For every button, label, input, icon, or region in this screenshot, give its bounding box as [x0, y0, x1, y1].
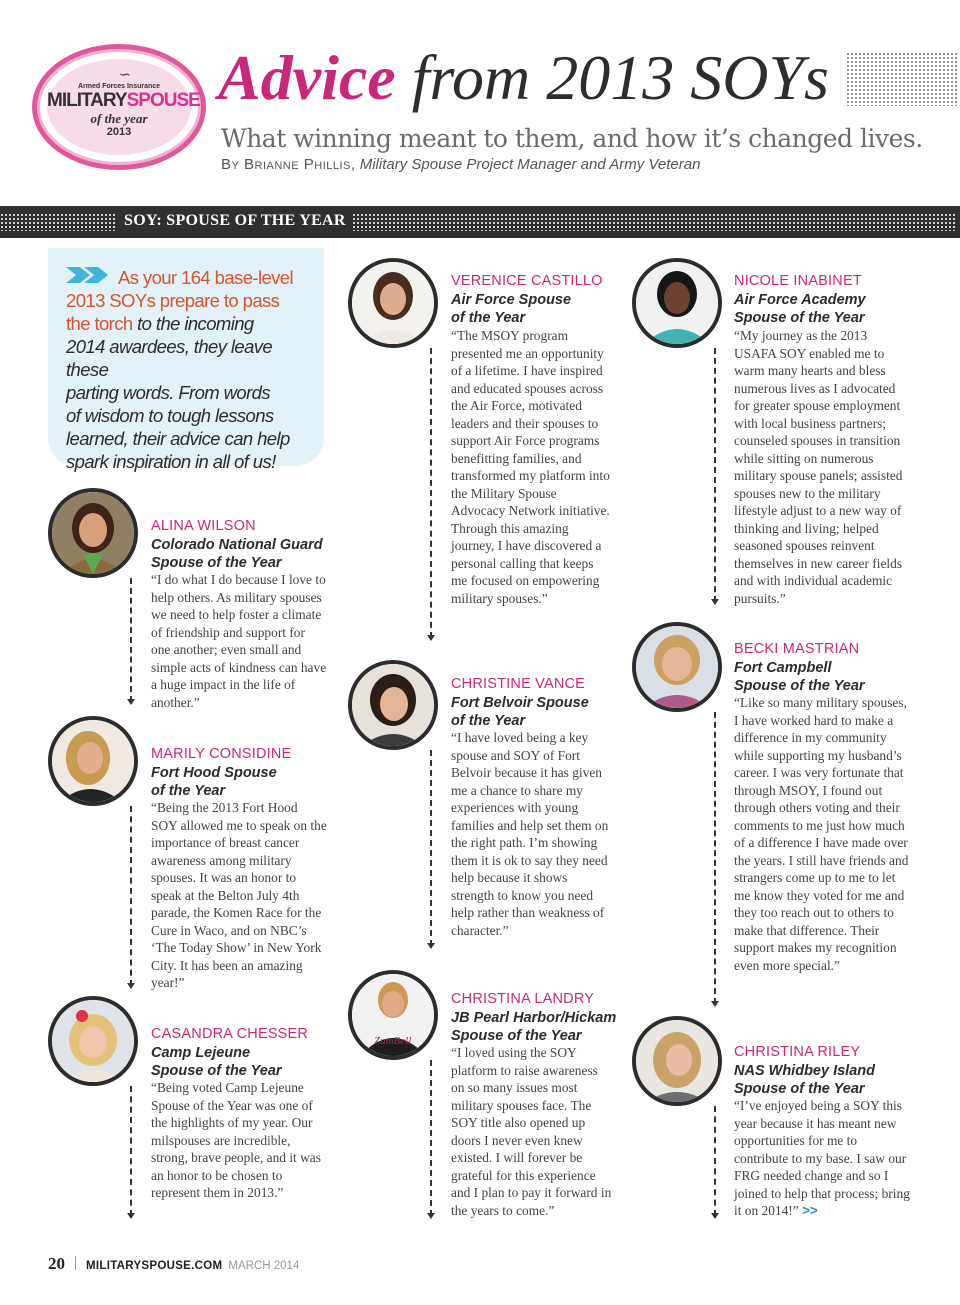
- spouse-title-line-1: NAS Whidbey Island: [734, 1063, 875, 1079]
- spouse-title-line-2: Spouse of the Year: [151, 1063, 282, 1079]
- connector-line: [130, 1086, 132, 1216]
- intro-line-2: 2014 awardees, they leave these: [66, 336, 273, 380]
- spouse-title: [734, 659, 865, 695]
- connector-line: [714, 348, 716, 602]
- spouse-title-line-2: Spouse of the Year: [734, 678, 865, 694]
- logo-word-military: MILITARY: [47, 90, 127, 111]
- connector-line: [430, 750, 432, 946]
- spouse-title-line-1: Camp Lejeune: [151, 1045, 251, 1061]
- footer-divider: [75, 1256, 76, 1270]
- military-spouse-of-the-year-logo: [32, 44, 206, 170]
- logo-sponsor: Armed Forces Insurance: [77, 83, 161, 90]
- spouse-title: [734, 1062, 875, 1098]
- svg-text:ZumBell: ZumBell: [374, 1035, 412, 1047]
- spouse-name: CHRISTINA LANDRY: [451, 991, 595, 1007]
- spouse-quote: “I loved using the SOY platform to raise awareness on so many issues most military spouses face. The SOY title also opened up doors I never even knew existed. I will forever be grateful for this experience and I plan to pay it forward in the years to come.”: [451, 1045, 612, 1218]
- intro-text: [66, 266, 316, 473]
- spouse-title: [151, 536, 323, 572]
- byline-author: By Brianne Phillis,: [221, 156, 356, 173]
- spouse-title-line-1: Fort Belvoir Spouse: [451, 695, 589, 711]
- portrait-christina-riley: [632, 1016, 722, 1106]
- spouse-quote: “My journey as the 2013 USAFA SOY enabled me to warm many hearts and bless numerous lives as I advocated for greater spouse employment with local business partners; counseled spouses in transition while sitting on numerous military spouse panels; assisted spouses new to the military lifestyle adjust to a new way of thinking and living; helped seasoned spouses reinvent themselves in new career fields and with individual academic pursuits.”: [734, 328, 903, 606]
- portrait-christina-landry: [348, 970, 438, 1060]
- page-title: [218, 38, 829, 118]
- spouse-name: MARILY CONSIDINE: [151, 746, 292, 762]
- logo-wordmark: [47, 90, 200, 112]
- connector-line: [430, 1060, 432, 1216]
- spouse-title-line-1: Air Force Spouse: [451, 292, 572, 308]
- portrait-verenice-castillo: [348, 258, 438, 348]
- intro-line-5: learned, their advice can help: [66, 428, 290, 449]
- spouse-quote: “The MSOY program presented me an opportunity of a lifetime. I have inspired and educated spouses across the Air Force, motivated leaders and their spouses to support Air Force programs benefitting families, and transformed my platform into the Military Spouse Advocacy Network initiative. Through this amazing journey, I have discovered a personal calling that keeps me focused on empowering military spouses.”: [451, 328, 610, 606]
- continued-arrow: >>: [802, 1203, 818, 1218]
- portrait-becki-mastrian: [632, 622, 722, 712]
- spouse-title-line-1: Air Force Academy: [734, 292, 866, 308]
- spouse-title-line-1: Fort Hood Spouse: [151, 765, 277, 781]
- spouse-name: ALINA WILSON: [151, 518, 256, 534]
- spouse-title: [451, 1009, 616, 1045]
- page-footer: [48, 1254, 299, 1274]
- spouse-name: CASANDRA CHESSER: [151, 1026, 309, 1042]
- spouse-name: CHRISTINA RILEY: [734, 1044, 861, 1060]
- spouse-name: VERENICE CASTILLO: [451, 273, 603, 289]
- flag-swoosh-icon: ∽: [119, 68, 131, 83]
- spouse-name: CHRISTINE VANCE: [451, 676, 586, 692]
- spouse-name: NICOLE INABINET: [734, 273, 862, 289]
- intro-line-4: of wisdom to tough lessons: [66, 405, 274, 426]
- spouse-quote: “Being the 2013 Fort Hood SOY allowed me to speak on the importance of breast cancer awareness among military spouses. It was an honor to speak at the Belton July 4th parade, the Komen Race for the Cure in Waco, and on NBC’s ‘The Today Show’ in New York City. It has been an amazing year!”: [151, 800, 327, 990]
- spouse-title: [151, 764, 277, 800]
- spouse-title-line-2: Spouse of the Year: [151, 555, 282, 571]
- spouse-quote: “I have loved being a key spouse and SOY of Fort Belvoir because it has given me a chance to share my experiences with young families and help set them on the right path. I’m showing them it is ok to say they need help because it shows strength to know you need help rather than weakness of character.”: [451, 730, 609, 938]
- band-dots-left: [0, 213, 116, 231]
- portrait-casandra-chesser: [48, 996, 138, 1086]
- spouse-quote: [734, 1097, 910, 1220]
- connector-line: [714, 712, 716, 1004]
- title-accent: Advice: [218, 42, 396, 113]
- footer-site: MILITARYSPOUSE.COM: [86, 1260, 223, 1272]
- spouse-title-line-2: of the Year: [151, 783, 226, 799]
- band-dots-right: [352, 213, 956, 231]
- spouse-title-line-2: of the Year: [451, 310, 526, 326]
- intro-highlight-1: As your 164 base-level: [118, 267, 293, 288]
- spouse-title: [151, 1044, 282, 1080]
- spouse-title-line-2: Spouse of the Year: [734, 310, 865, 326]
- spouse-name: BECKI MASTRIAN: [734, 641, 860, 657]
- connector-line: [430, 348, 432, 638]
- spouse-title-line-2: Spouse of the Year: [451, 1028, 582, 1044]
- section-label: SOY: SPOUSE OF THE YEAR: [124, 212, 346, 229]
- spouse-quote-text: “I’ve enjoyed being a SOY this year because it has meant new opportunities for me to contribute to my base. I saw our FRG needed change and so I joined to help that process; bring it on 2014!”: [734, 1098, 910, 1218]
- portrait-marily-considine: [48, 716, 138, 806]
- intro-highlight-2: 2013 SOYs prepare to pass: [66, 290, 280, 311]
- spouse-quote: “Being voted Camp Lejeune Spouse of the Year was one of the highlights of my year. Our milspouses are incredible, strong, brave people, and it was an honor to be chosen to represent them in 2013.”: [151, 1080, 321, 1200]
- title-rest: from 2013 SOYs: [411, 42, 829, 113]
- connector-line: [130, 578, 132, 702]
- decorative-dot-pattern: [846, 52, 958, 106]
- spouse-title: [734, 291, 866, 327]
- intro-line-6: spark inspiration in all of us!: [66, 451, 276, 472]
- spouse-quote: “Like so many military spouses, I have worked hard to make a difference in my community while supporting my husband’s career. I was very fortunate that through MSOY, I found out through others voting and their comments to me just how much of a difference I have made over the years. I still have friends and strangers come up to me to let me know they voted for me and they too reach out to others to make that difference. Their support makes my recognition even more special.”: [734, 695, 909, 973]
- spouse-title-line-1: Colorado National Guard: [151, 537, 323, 553]
- logo-badge: [47, 59, 200, 155]
- page-subtitle: What winning meant to them, and how it’s changed lives.: [221, 124, 923, 153]
- intro-highlight-3: the torch: [66, 313, 133, 334]
- intro-callout: [48, 248, 324, 472]
- portrait-alina-wilson: [48, 488, 138, 578]
- spouse-title: [451, 291, 571, 327]
- byline: [221, 156, 700, 173]
- spouse-title-line-2: Spouse of the Year: [734, 1081, 865, 1097]
- spouse-title: [451, 694, 589, 730]
- intro-line-1: to the incoming: [132, 313, 254, 334]
- spouse-quote: “I do what I do because I love to help others. As military spouses we need to help foster a climate of friendship and support for one another; even small and simple acts of kindness can have a huge impact in the life of another.”: [151, 572, 327, 710]
- intro-line-3: parting words. From words: [66, 382, 270, 403]
- logo-year: 2013: [106, 126, 132, 138]
- portrait-nicole-inabinet: [632, 258, 722, 348]
- footer-date: MARCH 2014: [228, 1260, 300, 1272]
- logo-tagline: of the year: [90, 111, 148, 126]
- section-band: [0, 206, 960, 238]
- spouse-title-line-2: of the Year: [451, 713, 526, 729]
- connector-line: [714, 1106, 716, 1216]
- portrait-christine-vance: [348, 660, 438, 750]
- byline-role: Military Spouse Project Manager and Army Veteran: [359, 156, 701, 173]
- logo-word-spouse: SPOUSE: [126, 90, 200, 111]
- spouse-title-line-1: Fort Campbell: [734, 660, 832, 676]
- page-number: 20: [48, 1254, 65, 1273]
- spouse-title-line-1: JB Pearl Harbor/Hickam: [451, 1010, 617, 1026]
- connector-line: [130, 806, 132, 986]
